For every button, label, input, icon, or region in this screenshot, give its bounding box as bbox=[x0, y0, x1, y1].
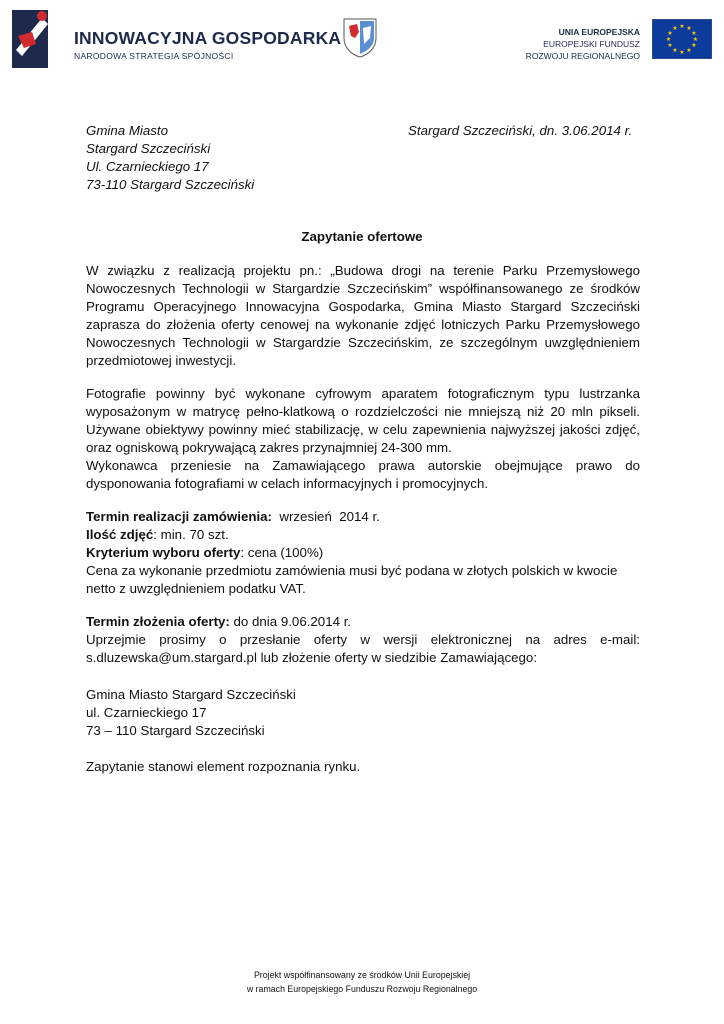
address-line-1: Gmina Miasto Stargard Szczeciński bbox=[86, 687, 296, 702]
sender-line-3: Ul. Czarnieckiego 17 bbox=[86, 159, 209, 174]
sender-line-2: Stargard Szczeciński bbox=[86, 141, 211, 156]
svg-text:★: ★ bbox=[679, 49, 685, 56]
svg-text:★: ★ bbox=[667, 42, 673, 49]
address-block bbox=[86, 686, 296, 740]
sender-line-1: Gmina Miasto bbox=[86, 123, 169, 138]
intro-line: Nowoczesnych Technologii w Stargardzie Szczecińskim” współfinansowanego ze środków bbox=[86, 281, 640, 296]
svg-text:★: ★ bbox=[686, 47, 692, 54]
term-realizacja bbox=[86, 508, 640, 526]
photo-line: wyposażonym w matrycę pełno-klatkową o rozdzielczości nie mniejszą niż 20 mln pikseli. bbox=[86, 404, 640, 419]
photo-line: Używane obiektywy powinny mieć stabilizację, w celu zapewnienia najwyższej jakości zdjęć, bbox=[86, 422, 640, 437]
intro-line: przedmiotowej inwestycji. bbox=[86, 353, 237, 368]
eu-line-1: UNIA EUROPEJSKA bbox=[558, 27, 640, 37]
ig-wordmark bbox=[74, 28, 341, 61]
intro-line: Nowoczesnych Technologii w Stargardzie Szczecińskim, ze szczególnym uwzględnieniem bbox=[86, 335, 640, 350]
ig-emblem-icon bbox=[12, 10, 62, 72]
eu-line-3: ROZWOJU REGIONALNEGO bbox=[525, 51, 640, 61]
footer bbox=[0, 968, 724, 996]
term-ilosc-value: : min. 70 szt. bbox=[153, 527, 229, 542]
term-realizacja-value: wrzesień 2014 r. bbox=[271, 509, 380, 524]
photo-line: dysponowania fotografiami w celach informacyjnych i promocyjnych. bbox=[86, 476, 489, 491]
terms-block bbox=[86, 508, 640, 598]
term-cena-line-2: netto z uwzględnieniem podatku VAT. bbox=[86, 581, 306, 596]
photo-line: Fotografie powinny być wykonane cyfrowym aparatem fotograficznym typu lustrzanka bbox=[86, 386, 640, 401]
intro-line: Programu Operacyjnego Innowacyjna Gospodarka, Gmina Miasto Stargard Szczeciński bbox=[86, 299, 640, 314]
footer-line-2: w ramach Europejskiego Funduszu Rozwoju Regionalnego bbox=[246, 984, 478, 994]
photo-line: oraz ogniskową pokrywającą zakres przynajmniej 24-300 mm. bbox=[86, 440, 452, 455]
address-line-3: 73 – 110 Stargard Szczeciński bbox=[86, 723, 265, 738]
document-title: Zapytanie ofertowe bbox=[301, 229, 423, 244]
term-kryterium bbox=[86, 544, 640, 562]
svg-text:★: ★ bbox=[665, 36, 672, 43]
svg-text:★: ★ bbox=[691, 30, 697, 37]
footer-line-1: Projekt współfinansowany ze środków Unii Europejskiej bbox=[253, 970, 471, 980]
submission-value: do dnia 9.06.2014 r. bbox=[229, 614, 352, 629]
photo-paragraph bbox=[86, 385, 640, 493]
coat-of-arms-icon bbox=[343, 18, 377, 63]
svg-text:★: ★ bbox=[691, 42, 697, 49]
submission-line-1: Uprzejmie prosimy o przesłanie oferty w wersji elektronicznej na adres e-mail: bbox=[86, 632, 640, 647]
term-realizacja-label: Termin realizacji zamówienia: bbox=[86, 509, 272, 524]
term-ilosc bbox=[86, 526, 640, 544]
svg-text:★: ★ bbox=[686, 25, 692, 32]
eu-label bbox=[526, 26, 640, 62]
sender-block bbox=[86, 122, 254, 194]
sender-line-4: 73-110 Stargard Szczeciński bbox=[86, 177, 255, 192]
photo-line: Wykonawca przeniesie na Zamawiającego prawa autorskie obejmujące prawo do bbox=[86, 458, 640, 473]
place-date: Stargard Szczeciński, dn. 3.06.2014 r. bbox=[408, 123, 633, 138]
term-ilosc-label: Ilość zdjęć bbox=[86, 527, 154, 542]
svg-text:★: ★ bbox=[672, 47, 678, 54]
email-link[interactable]: s.dluzewska@um.stargard.pl lub złożenie oferty w siedzibie Zamawiającego: bbox=[86, 650, 538, 665]
svg-text:★: ★ bbox=[692, 36, 699, 43]
intro-line: W związku z realizacją projektu pn.: „Budowa drogi na terenie Parku Przemysłowego bbox=[86, 263, 640, 278]
svg-text:★: ★ bbox=[672, 25, 678, 32]
term-kryterium-value: : cena (100%) bbox=[240, 545, 324, 560]
innowacyjna-gospodarka-logo bbox=[12, 10, 342, 72]
closing-text: Zapytanie stanowi element rozpoznania rynku. bbox=[86, 759, 361, 774]
term-kryterium-label: Kryterium wyboru oferty bbox=[86, 545, 241, 560]
svg-text:★: ★ bbox=[679, 23, 685, 30]
ig-title: INNOWACYJNA GOSPODARKA bbox=[74, 28, 342, 48]
intro-paragraph bbox=[86, 262, 640, 370]
submission-deadline bbox=[86, 613, 640, 631]
submission-line-2 bbox=[86, 649, 640, 667]
submission-label: Termin złożenia oferty: bbox=[86, 614, 230, 629]
submission-block bbox=[86, 613, 640, 667]
eu-flag-icon bbox=[652, 19, 712, 64]
term-cena-line-1: Cena za wykonanie przedmiotu zamówienia musi być podana w złotych polskich w kwocie bbox=[86, 563, 618, 578]
address-line-2: ul. Czarnieckiego 17 bbox=[86, 705, 207, 720]
svg-text:★: ★ bbox=[667, 30, 673, 37]
eu-line-2: EUROPEJSKI FUNDUSZ bbox=[543, 39, 640, 49]
ig-subtitle: NARODOWA STRATEGIA SPÓJNOŚCI bbox=[74, 51, 234, 61]
intro-line: zaprasza do złożenia oferty cenowej na wykonanie zdjęć lotniczych Parku Przemysłowego bbox=[86, 317, 640, 332]
